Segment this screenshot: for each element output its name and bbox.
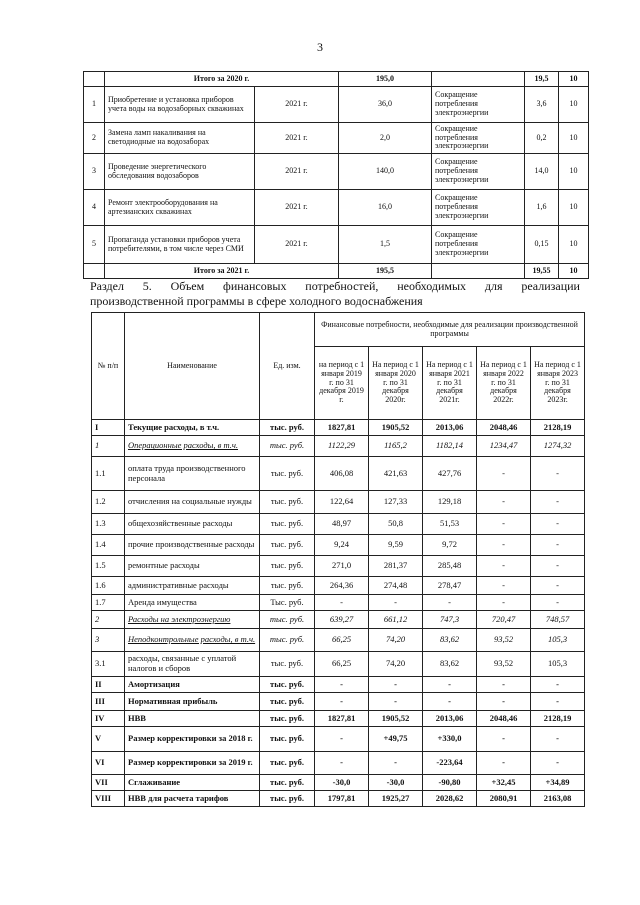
- row-value: +34,89: [531, 775, 585, 791]
- row-value: -: [531, 535, 585, 556]
- table-row: [92, 727, 585, 752]
- table-row: [92, 577, 585, 595]
- row-value: -: [315, 727, 369, 752]
- table-row: [84, 123, 589, 154]
- col-group-header: Финансовые потребности, необходимые для реализации производственной программы: [315, 313, 585, 347]
- table-row: [92, 752, 585, 775]
- row-num: VII: [92, 775, 125, 791]
- row-value: -: [531, 556, 585, 577]
- table-row: [92, 693, 585, 711]
- row-num: 2: [84, 123, 105, 154]
- row-value: 93,52: [477, 629, 531, 652]
- row-num: 4: [84, 190, 105, 226]
- row-num: 1.6: [92, 577, 125, 595]
- table-row: [92, 611, 585, 629]
- row-value: 1905,52: [369, 420, 423, 436]
- row-value: +330,0: [423, 727, 477, 752]
- row-num: I: [92, 420, 125, 436]
- row-sum: 36,0: [339, 87, 432, 123]
- row-unit: тыс. руб.: [260, 629, 315, 652]
- row-v1: 1,6: [525, 190, 559, 226]
- row-value: -: [477, 595, 531, 611]
- row-value: 1122,29: [315, 436, 369, 457]
- row-value: 2080,91: [477, 791, 531, 807]
- row-name: прочие производственные расходы: [125, 535, 260, 556]
- row-value: -: [477, 457, 531, 491]
- total-2021-row: [84, 264, 589, 279]
- row-effect: Сокращение потребления электроэнергии: [432, 190, 525, 226]
- table-row: [92, 791, 585, 807]
- row-unit: тыс. руб.: [260, 535, 315, 556]
- row-value: 129,18: [423, 491, 477, 514]
- row-value: -: [531, 693, 585, 711]
- total-2020-v1: 19,5: [525, 72, 559, 87]
- row-value: 748,57: [531, 611, 585, 629]
- row-num: VI: [92, 752, 125, 775]
- section-word: Объем: [170, 279, 205, 293]
- row-sum: 2,0: [339, 123, 432, 154]
- row-value: 50,8: [369, 514, 423, 535]
- row-num: IV: [92, 711, 125, 727]
- row-unit: тыс. руб.: [260, 457, 315, 491]
- row-value: -: [315, 677, 369, 693]
- row-value: -90,80: [423, 775, 477, 791]
- table-row: [92, 514, 585, 535]
- row-value: -: [423, 677, 477, 693]
- row-value: 66,25: [315, 629, 369, 652]
- row-value: 83,62: [423, 652, 477, 677]
- row-name: административные расходы: [125, 577, 260, 595]
- row-num: 1.3: [92, 514, 125, 535]
- table-row: [84, 190, 589, 226]
- row-num: 1.4: [92, 535, 125, 556]
- row-v2: 10: [559, 123, 589, 154]
- row-value: 1165,2: [369, 436, 423, 457]
- period-header: На период с 1 января 2022 г. по 31 декабря 2022г.: [477, 347, 531, 420]
- section-heading: [90, 279, 580, 309]
- row-num: II: [92, 677, 125, 693]
- row-name: НВВ для расчета тарифов: [125, 791, 260, 807]
- page-number: 3: [317, 40, 323, 54]
- row-unit: тыс. руб.: [260, 514, 315, 535]
- row-v2: 10: [559, 154, 589, 190]
- row-value: 2048,46: [477, 420, 531, 436]
- row-value: 66,25: [315, 652, 369, 677]
- row-value: 127,33: [369, 491, 423, 514]
- row-unit: тыс. руб.: [260, 491, 315, 514]
- row-value: 1905,52: [369, 711, 423, 727]
- table-row: [92, 491, 585, 514]
- row-value: 93,52: [477, 652, 531, 677]
- row-unit: тыс. руб.: [260, 436, 315, 457]
- row-value: -: [531, 727, 585, 752]
- total-2020-row: [84, 72, 589, 87]
- row-unit: тыс. руб.: [260, 420, 315, 436]
- row-name: Амортизация: [125, 677, 260, 693]
- row-v2: 10: [559, 87, 589, 123]
- row-num: III: [92, 693, 125, 711]
- row-name: Операционные расходы, в т.ч.: [125, 436, 260, 457]
- row-value: 639,27: [315, 611, 369, 629]
- row-value: -: [423, 595, 477, 611]
- row-sum: 1,5: [339, 226, 432, 264]
- row-num: 1.7: [92, 595, 125, 611]
- row-unit: тыс. руб.: [260, 727, 315, 752]
- table-row: [92, 677, 585, 693]
- row-value: -30,0: [369, 775, 423, 791]
- row-value: 1827,81: [315, 711, 369, 727]
- row-num: 1.2: [92, 491, 125, 514]
- row-unit: тыс. руб.: [260, 652, 315, 677]
- row-effect: Сокращение потребления электроэнергии: [432, 154, 525, 190]
- row-value: -: [531, 752, 585, 775]
- row-value: -: [477, 693, 531, 711]
- row-name: Ремонт электрооборудования на артезианских скважинах: [105, 190, 255, 226]
- row-value: 9,59: [369, 535, 423, 556]
- row-name: Размер корректировки за 2019 г.: [125, 752, 260, 775]
- row-value: -: [369, 752, 423, 775]
- row-num: 2: [92, 611, 125, 629]
- row-unit: тыс. руб.: [260, 693, 315, 711]
- table-row: [92, 711, 585, 727]
- table-row: [84, 154, 589, 190]
- row-unit: тыс. руб.: [260, 775, 315, 791]
- section-word: финансовых: [223, 279, 287, 293]
- row-name: Замена ламп накаливания на светодиодные на водозаборах: [105, 123, 255, 154]
- row-value: -: [531, 491, 585, 514]
- row-value: 2163,08: [531, 791, 585, 807]
- table-row: [92, 775, 585, 791]
- row-name: Расходы на электроэнергию: [125, 611, 260, 629]
- row-v1: 0,15: [525, 226, 559, 264]
- row-v2: 10: [559, 190, 589, 226]
- row-num: VIII: [92, 791, 125, 807]
- row-value: 2013,06: [423, 420, 477, 436]
- row-value: 1182,14: [423, 436, 477, 457]
- row-name: Сглаживание: [125, 775, 260, 791]
- row-name: Размер корректировки за 2018 г.: [125, 727, 260, 752]
- row-num: V: [92, 727, 125, 752]
- row-name: НВВ: [125, 711, 260, 727]
- row-value: -: [477, 491, 531, 514]
- row-value: -: [477, 514, 531, 535]
- row-value: -: [531, 677, 585, 693]
- header-row: [92, 313, 585, 347]
- total-2021-v2: 10: [559, 264, 589, 279]
- table-row: [92, 420, 585, 436]
- row-name: общехозяйственные расходы: [125, 514, 260, 535]
- row-num: 3: [92, 629, 125, 652]
- row-value: 285,48: [423, 556, 477, 577]
- row-year: 2021 г.: [255, 190, 339, 226]
- row-num: 1.5: [92, 556, 125, 577]
- row-value: 1234,47: [477, 436, 531, 457]
- row-value: 2013,06: [423, 711, 477, 727]
- row-num: 1.1: [92, 457, 125, 491]
- row-name: отчисления на социальные нужды: [125, 491, 260, 514]
- row-year: 2021 г.: [255, 226, 339, 264]
- row-value: 105,3: [531, 629, 585, 652]
- row-effect: Сокращение потребления электроэнергии: [432, 123, 525, 154]
- row-value: 48,97: [315, 514, 369, 535]
- row-effect: Сокращение потребления электроэнергии: [432, 226, 525, 264]
- row-num: 1: [92, 436, 125, 457]
- row-value: 427,76: [423, 457, 477, 491]
- row-v2: 10: [559, 226, 589, 264]
- row-value: +32,45: [477, 775, 531, 791]
- table-row: [92, 595, 585, 611]
- row-effect: Сокращение потребления электроэнергии: [432, 87, 525, 123]
- row-value: 1797,81: [315, 791, 369, 807]
- row-value: 1827,81: [315, 420, 369, 436]
- col-num-header: № п/п: [92, 313, 125, 420]
- table-row: [92, 629, 585, 652]
- row-v1: 3,6: [525, 87, 559, 123]
- total-2021-v1: 19,55: [525, 264, 559, 279]
- row-value: 2128,19: [531, 420, 585, 436]
- row-value: 271,0: [315, 556, 369, 577]
- row-value: -: [369, 677, 423, 693]
- row-value: -: [531, 595, 585, 611]
- row-value: 51,53: [423, 514, 477, 535]
- total-2021-sum: 195,5: [339, 264, 432, 279]
- row-value: -: [531, 514, 585, 535]
- col-name-header: Наименование: [125, 313, 260, 420]
- total-2020-label: Итого за 2020 г.: [105, 72, 339, 87]
- row-sum: 140,0: [339, 154, 432, 190]
- row-year: 2021 г.: [255, 154, 339, 190]
- section-word: 5.: [142, 279, 152, 293]
- section-word: потребностей,: [305, 279, 379, 293]
- section-heading-line2: производственной программы в сфере холодного водоснабжения: [90, 294, 423, 308]
- row-year: 2021 г.: [255, 87, 339, 123]
- row-value: 74,20: [369, 652, 423, 677]
- row-value: 421,63: [369, 457, 423, 491]
- row-value: -: [477, 535, 531, 556]
- row-value: -: [477, 677, 531, 693]
- row-unit: тыс. руб.: [260, 677, 315, 693]
- table-row: [92, 535, 585, 556]
- row-value: 274,48: [369, 577, 423, 595]
- row-name: Неподконтрольные расходы, в т.ч.: [125, 629, 260, 652]
- energy-measures-table: [83, 71, 589, 279]
- table-row: [92, 652, 585, 677]
- row-value: 747,3: [423, 611, 477, 629]
- row-num: 3: [84, 154, 105, 190]
- row-num: 1: [84, 87, 105, 123]
- row-value: -: [531, 577, 585, 595]
- row-value: -30,0: [315, 775, 369, 791]
- row-unit: Тыс. руб.: [260, 595, 315, 611]
- row-name: ремонтные расходы: [125, 556, 260, 577]
- section-word: Раздел: [90, 279, 124, 293]
- total-2021-label: Итого за 2021 г.: [105, 264, 339, 279]
- row-value: -: [315, 752, 369, 775]
- row-value: +49,75: [369, 727, 423, 752]
- table-row: [84, 87, 589, 123]
- row-value: 2028,62: [423, 791, 477, 807]
- section-word: для: [484, 279, 503, 293]
- row-value: -: [531, 457, 585, 491]
- row-value: 122,64: [315, 491, 369, 514]
- row-value: 1925,27: [369, 791, 423, 807]
- section-heading-line1: [90, 279, 580, 294]
- row-unit: тыс. руб.: [260, 791, 315, 807]
- row-num: 5: [84, 226, 105, 264]
- row-name: Аренда имущества: [125, 595, 260, 611]
- row-value: -: [477, 752, 531, 775]
- row-value: 661,12: [369, 611, 423, 629]
- row-year: 2021 г.: [255, 123, 339, 154]
- row-value: -: [423, 693, 477, 711]
- table-row: [92, 556, 585, 577]
- total-2020-v2: 10: [559, 72, 589, 87]
- row-value: -: [477, 727, 531, 752]
- row-unit: тыс. руб.: [260, 611, 315, 629]
- row-value: -: [477, 556, 531, 577]
- row-value: 74,20: [369, 629, 423, 652]
- row-value: -: [369, 693, 423, 711]
- row-name: оплата труда производственного персонала: [125, 457, 260, 491]
- row-unit: тыс. руб.: [260, 752, 315, 775]
- row-unit: тыс. руб.: [260, 556, 315, 577]
- row-name: расходы, связанные с уплатой налогов и сборов: [125, 652, 260, 677]
- row-name: Проведение энергетического обследования водозаборов: [105, 154, 255, 190]
- col-unit-header: Ед. изм.: [260, 313, 315, 420]
- row-sum: 16,0: [339, 190, 432, 226]
- row-name: Нормативная прибыль: [125, 693, 260, 711]
- row-value: 720,47: [477, 611, 531, 629]
- row-name: Приобретение и установка приборов учета воды на водозаборных скважинах: [105, 87, 255, 123]
- period-header: на период с 1 января 2019 г. по 31 декабря 2019 г.: [315, 347, 369, 420]
- row-unit: тыс. руб.: [260, 711, 315, 727]
- row-value: -223,64: [423, 752, 477, 775]
- table-row: [84, 226, 589, 264]
- total-2020-sum: 195,0: [339, 72, 432, 87]
- row-value: 281,37: [369, 556, 423, 577]
- section-word: реализации: [521, 279, 580, 293]
- financial-needs-table: [91, 312, 585, 807]
- row-value: -: [369, 595, 423, 611]
- period-header: На период с 1 января 2023 г. по 31 декабря 2023г.: [531, 347, 585, 420]
- row-value: -: [315, 693, 369, 711]
- table-row: [92, 436, 585, 457]
- row-value: 2128,19: [531, 711, 585, 727]
- row-value: 278,47: [423, 577, 477, 595]
- row-value: 9,24: [315, 535, 369, 556]
- row-value: 105,3: [531, 652, 585, 677]
- row-value: -: [315, 595, 369, 611]
- row-value: 9,72: [423, 535, 477, 556]
- row-value: 83,62: [423, 629, 477, 652]
- row-value: 264,36: [315, 577, 369, 595]
- row-value: -: [477, 577, 531, 595]
- row-v1: 0,2: [525, 123, 559, 154]
- section-word: необходимых: [397, 279, 467, 293]
- row-value: 406,08: [315, 457, 369, 491]
- row-name: Пропаганда установки приборов учета потребителями, в том числе через СМИ: [105, 226, 255, 264]
- table-row: [92, 457, 585, 491]
- period-header: На период с 1 января 2020 г. по 31 декабря 2020г.: [369, 347, 423, 420]
- row-v1: 14,0: [525, 154, 559, 190]
- row-name: Текущие расходы, в т.ч.: [125, 420, 260, 436]
- row-value: 1274,32: [531, 436, 585, 457]
- period-header: На период с 1 января 2021 г. по 31 декабря 2021г.: [423, 347, 477, 420]
- row-unit: тыс. руб.: [260, 577, 315, 595]
- financial-table-body: [92, 420, 585, 807]
- row-num: 3.1: [92, 652, 125, 677]
- row-value: 2048,46: [477, 711, 531, 727]
